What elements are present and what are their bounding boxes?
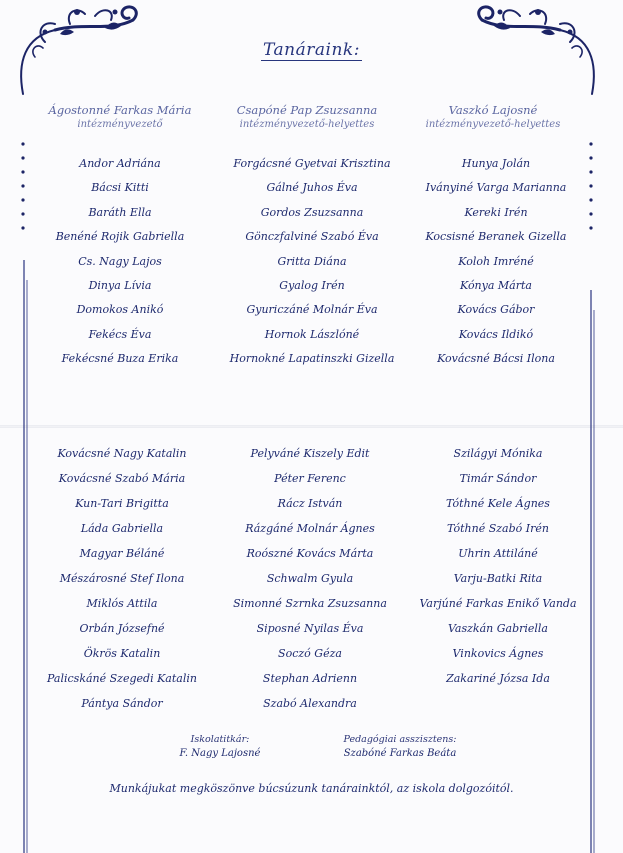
secretary-label: Iskolatitkár: [190,734,250,745]
teacher-name: Kovács Gábor [457,303,535,317]
page-fold [0,425,623,428]
page-title: Tanáraink: [263,40,360,60]
teacher-name: Kovács Ildikó [458,327,534,341]
header-role: intézményvezető-helyettes [239,119,375,130]
teacher-name: Kovácsné Szabó Mária [58,472,186,485]
teacher-name: Vaszkán Gabriella [447,622,548,635]
teacher-name: Hunya Jolán [461,157,531,170]
teacher-name: Mészárosné Stef Ilona [59,572,185,585]
header-name: Vaszkó Lajosné [448,103,538,117]
teacher-name: Orbán Józsefné [79,622,165,635]
assistant-name: Szabóné Farkas Beáta [343,748,457,759]
teacher-name: Szabó Alexandra [263,697,357,710]
bottom-column-2 [210,441,410,716]
header-principal [20,103,220,130]
teacher-name: Siposné Nyilas Éva [256,622,364,635]
teacher-name: Koloh Imréné [458,254,534,268]
teacher-name: Rázgáné Molnár Ágnes [245,522,375,535]
teacher-name: Timár Sándor [459,472,537,485]
assistant-block [320,734,480,759]
teacher-name: Gritta Diána [277,254,347,268]
teacher-name: Magyar Béláné [79,547,165,560]
teacher-name: Simonné Szrnka Zsuzsanna [233,597,387,610]
teacher-name: Gönczfalviné Szabó Éva [245,230,379,244]
teacher-name: Pelyváné Kiszely Edit [250,447,370,460]
header-role: intézményvezető [77,119,163,130]
teacher-name: Palicskáné Szegedi Katalin [47,672,197,685]
top-column-3 [396,152,596,372]
header-deputy-2 [393,103,593,130]
teacher-name: Bácsi Kitti [91,181,149,195]
teacher-name: Schwalm Gyula [266,572,354,585]
teacher-name: Ökrös Katalin [83,647,161,660]
teacher-name: Gyuriczáné Molnár Éva [246,303,378,317]
teacher-name: Iványiné Varga Marianna [425,181,567,195]
teacher-name: Láda Gabriella [80,522,164,535]
bottom-column-1 [22,441,222,716]
teacher-name: Baráth Ella [88,205,152,219]
teacher-name: Hornok Lászlóné [264,327,360,341]
top-column-1 [20,152,220,372]
teacher-name: Uhrin Attiláné [458,547,538,560]
teacher-name: Fekécs Éva [88,327,152,341]
teacher-name: Tóthné Kele Ágnes [446,497,550,510]
teacher-name: Cs. Nagy Lajos [78,254,162,268]
teacher-name: Benéné Rojik Gabriella [55,230,185,244]
teacher-name: Vinkovics Ágnes [452,647,544,660]
teacher-name: Pántya Sándor [81,697,163,710]
teacher-name: Kocsisné Beranek Gizella [425,230,567,244]
teacher-name: Kovácsné Bácsi Ilona [437,352,555,366]
closing-line: Munkájukat megköszönve búcsúzunk tanárainktól, az iskola dolgozóitól. [109,782,514,795]
teacher-name: Gyalog Irén [279,278,345,292]
teacher-name: Miklós Attila [86,597,158,610]
teacher-name: Kovácsné Nagy Katalin [57,447,187,460]
header-name: Csapóné Pap Zsuzsanna [236,103,378,117]
teacher-name: Kónya Márta [460,278,532,292]
secretary-block [150,734,290,759]
teacher-name: Zakariné Józsa Ida [446,672,550,685]
top-column-2 [212,152,412,372]
header-role: intézményvezető-helyettes [425,119,561,130]
teacher-name: Roószné Kovács Márta [246,547,374,560]
teacher-name: Hornokné Lapatinszki Gizella [229,352,395,366]
teacher-name: Varju-Batki Rita [453,572,543,585]
teacher-name: Soczó Géza [278,647,342,660]
teacher-name: Dinya Lívia [88,278,152,292]
teacher-name: Kereki Irén [464,205,528,219]
header-name: Ágostonné Farkas Mária [48,103,192,117]
teacher-name: Kun-Tari Brigitta [75,497,169,510]
secretary-name: F. Nagy Lajosné [179,748,261,759]
teacher-name: Stephan Adrienn [262,672,358,685]
assistant-label: Pedagógiai asszisztens: [343,734,457,745]
teacher-name: Domokos Anikó [76,303,164,317]
teacher-name: Varjúné Farkas Enikő Vanda [419,597,577,610]
teacher-name: Rácz István [277,497,343,510]
teacher-name: Forgácsné Gyetvai Krisztina [233,157,391,170]
header-deputy-1 [207,103,407,130]
teacher-name: Fekécsné Buza Erika [61,352,179,366]
teacher-name: Péter Ferenc [274,472,346,485]
bottom-column-3 [398,441,598,691]
teacher-name: Gálné Juhos Éva [266,181,358,195]
teacher-name: Gordos Zsuzsanna [260,205,364,219]
teacher-name: Tóthné Szabó Irén [447,522,549,535]
teacher-name: Szilágyi Mónika [453,447,543,460]
teacher-name: Andor Adriána [79,157,161,170]
